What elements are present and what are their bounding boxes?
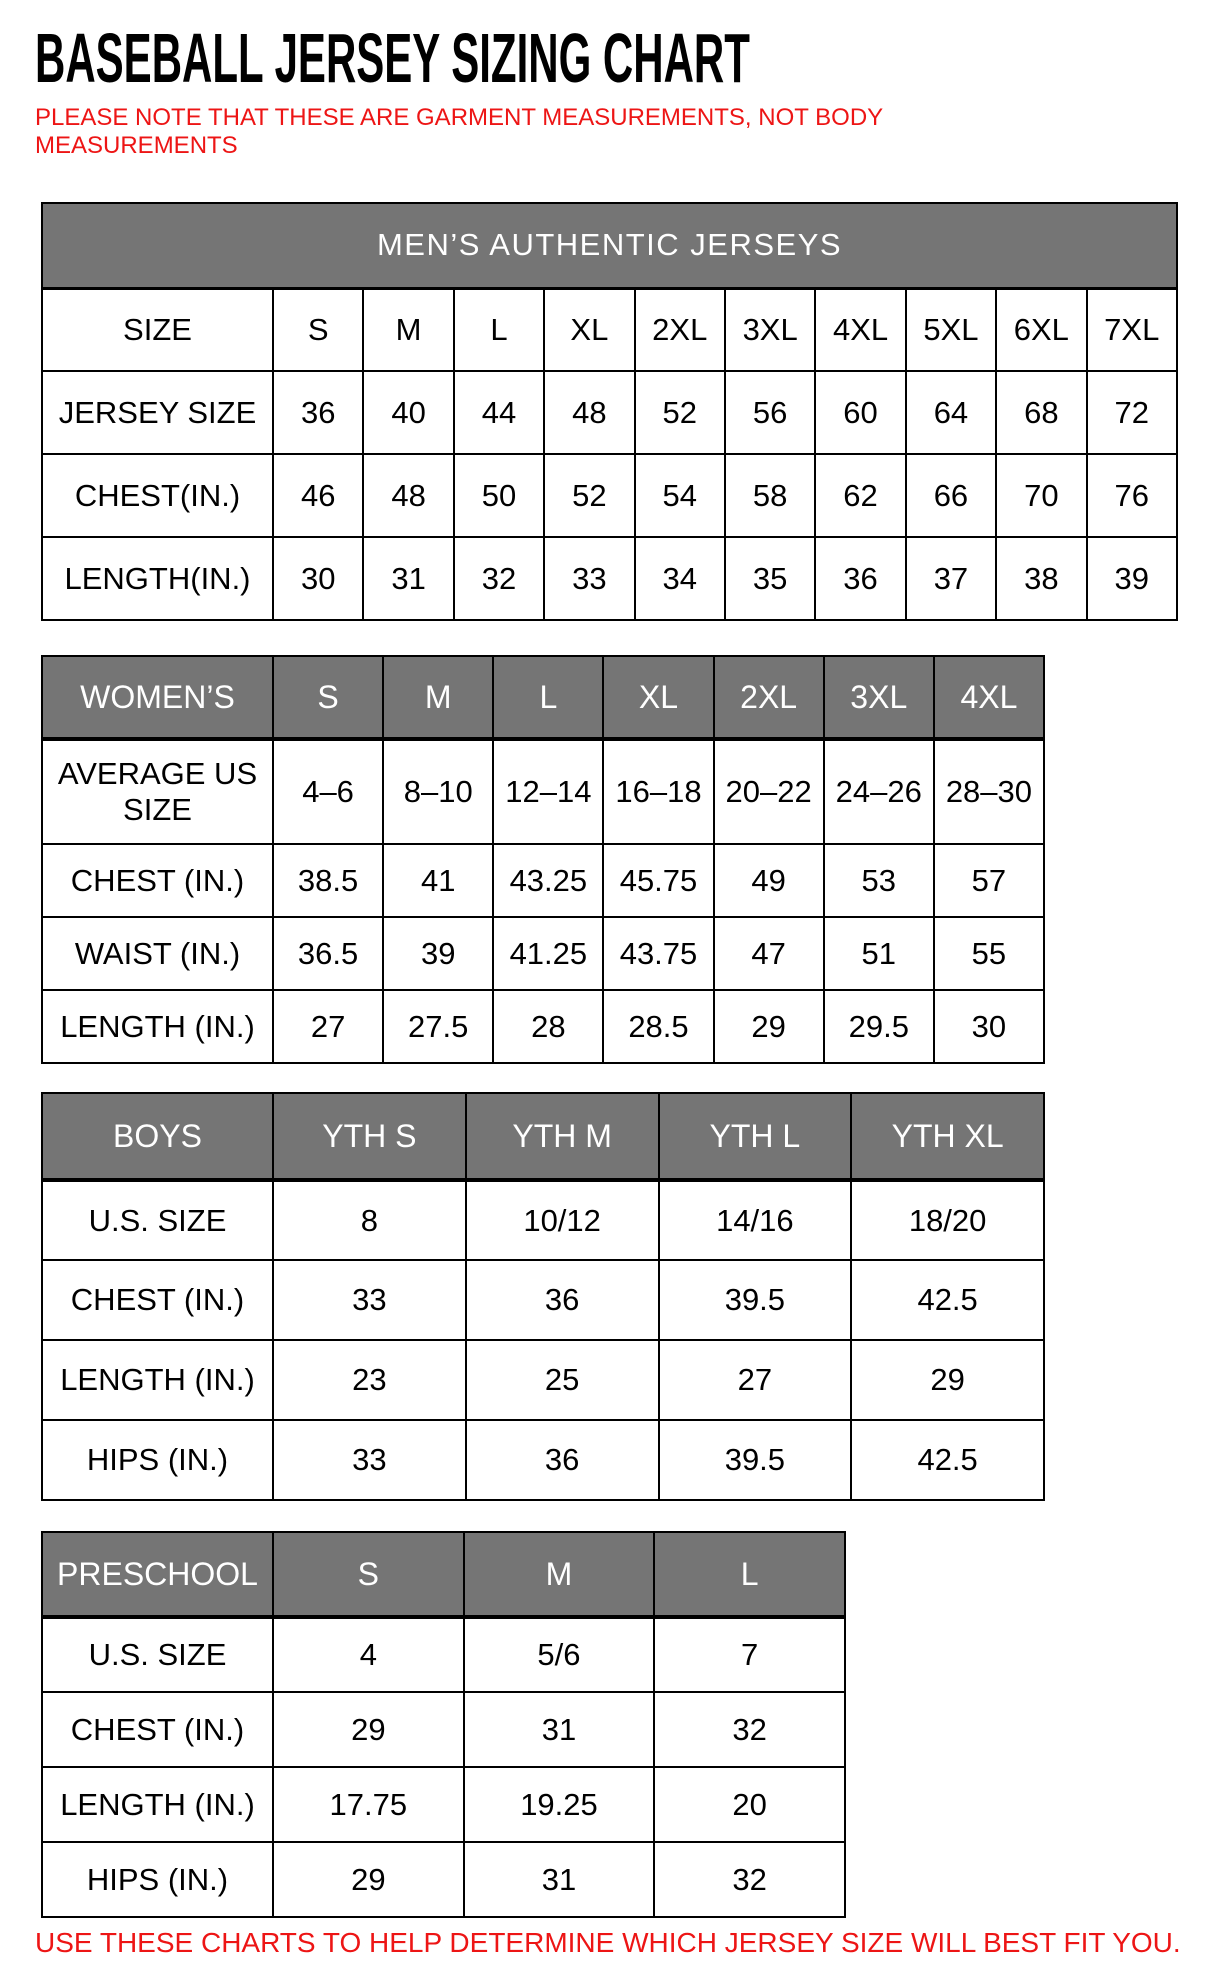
- table-row: [42, 1617, 845, 1692]
- size-value: 24–26: [824, 739, 934, 844]
- row-label: LENGTH (IN.): [42, 1767, 273, 1842]
- size-value: 18/20: [851, 1180, 1044, 1260]
- size-value: 32: [654, 1692, 845, 1767]
- size-value: 10/12: [466, 1180, 659, 1260]
- womens-jerseys-table: [41, 655, 1045, 1064]
- size-value: 29: [851, 1340, 1044, 1420]
- size-value: 20: [654, 1767, 845, 1842]
- size-value: 49: [714, 844, 824, 917]
- table-row: [42, 1180, 1044, 1260]
- size-value: 7: [654, 1617, 845, 1692]
- size-value: 12–14: [493, 739, 603, 844]
- size-value: 28: [493, 990, 603, 1063]
- size-value: 6XL: [996, 288, 1086, 371]
- size-value: 45.75: [603, 844, 713, 917]
- page-title-text: BASEBALL JERSEY SIZING CHART: [35, 19, 750, 97]
- size-value: 32: [654, 1842, 845, 1917]
- size-value: 52: [544, 454, 634, 537]
- row-label: U.S. SIZE: [42, 1617, 273, 1692]
- size-value: 35: [725, 537, 815, 620]
- row-label: SIZE: [42, 288, 273, 371]
- size-value: 42.5: [851, 1420, 1044, 1500]
- size-value: M: [363, 288, 453, 371]
- row-label: U.S. SIZE: [42, 1180, 273, 1260]
- size-value: 58: [725, 454, 815, 537]
- table-row: [42, 844, 1044, 917]
- size-value: 68: [996, 371, 1086, 454]
- size-value: 23: [273, 1340, 466, 1420]
- size-value: 43.25: [493, 844, 603, 917]
- size-value: 33: [544, 537, 634, 620]
- size-value: L: [454, 288, 544, 371]
- size-value: 27: [273, 990, 383, 1063]
- size-value: 39: [383, 917, 493, 990]
- column-header: 2XL: [714, 656, 824, 739]
- column-header: YTH L: [659, 1093, 852, 1180]
- column-header: YTH S: [273, 1093, 466, 1180]
- size-value: 57: [934, 844, 1044, 917]
- size-value: 20–22: [714, 739, 824, 844]
- table-group-label: WOMEN’S: [42, 656, 273, 739]
- row-label: CHEST (IN.): [42, 844, 273, 917]
- row-label: LENGTH (IN.): [42, 990, 273, 1063]
- row-label: CHEST (IN.): [42, 1260, 273, 1340]
- column-header: 3XL: [824, 656, 934, 739]
- size-value: 36.5: [273, 917, 383, 990]
- table-row: [42, 1420, 1044, 1500]
- table-row: [42, 917, 1044, 990]
- size-value: 38.5: [273, 844, 383, 917]
- table-row: [42, 1767, 845, 1842]
- size-value: 16–18: [603, 739, 713, 844]
- row-label: AVERAGE US SIZE: [42, 739, 273, 844]
- size-value: 29: [714, 990, 824, 1063]
- preschool-jerseys-table: [41, 1531, 846, 1918]
- row-label: LENGTH (IN.): [42, 1340, 273, 1420]
- row-label: LENGTH(IN.): [42, 537, 273, 620]
- size-value: 29.5: [824, 990, 934, 1063]
- size-value: 76: [1087, 454, 1177, 537]
- size-value: 34: [635, 537, 725, 620]
- size-value: 27: [659, 1340, 852, 1420]
- size-value: 33: [273, 1420, 466, 1500]
- size-value: 39.5: [659, 1260, 852, 1340]
- mens-authentic-jerseys-table: [41, 202, 1178, 621]
- size-value: S: [273, 288, 363, 371]
- size-value: 36: [273, 371, 363, 454]
- row-label: CHEST (IN.): [42, 1692, 273, 1767]
- table-row: [42, 1260, 1044, 1340]
- size-value: 4XL: [815, 288, 905, 371]
- size-value: 36: [815, 537, 905, 620]
- size-value: 32: [454, 537, 544, 620]
- page-title: [35, 18, 1185, 98]
- size-value: 50: [454, 454, 544, 537]
- table-row: [42, 537, 1177, 620]
- column-header: S: [273, 1532, 464, 1617]
- size-value: 36: [466, 1420, 659, 1500]
- column-header: M: [383, 656, 493, 739]
- size-value: 25: [466, 1340, 659, 1420]
- size-value: 54: [635, 454, 725, 537]
- size-value: 17.75: [273, 1767, 464, 1842]
- size-value: 46: [273, 454, 363, 537]
- size-value: 5/6: [464, 1617, 655, 1692]
- size-value: 31: [464, 1692, 655, 1767]
- table-row: [42, 1340, 1044, 1420]
- size-value: 38: [996, 537, 1086, 620]
- size-value: 52: [635, 371, 725, 454]
- size-value: 53: [824, 844, 934, 917]
- size-value: 33: [273, 1260, 466, 1340]
- size-value: 4: [273, 1617, 464, 1692]
- size-value: 41: [383, 844, 493, 917]
- table-row: [42, 739, 1044, 844]
- column-header: M: [464, 1532, 655, 1617]
- size-value: 55: [934, 917, 1044, 990]
- size-value: 64: [906, 371, 996, 454]
- column-header: L: [654, 1532, 845, 1617]
- size-value: 7XL: [1087, 288, 1177, 371]
- size-value: 40: [363, 371, 453, 454]
- size-value: 42.5: [851, 1260, 1044, 1340]
- size-value: 5XL: [906, 288, 996, 371]
- size-value: 39.5: [659, 1420, 852, 1500]
- row-label: CHEST(IN.): [42, 454, 273, 537]
- table-row: [42, 288, 1177, 371]
- table-group-label: PRESCHOOL: [42, 1532, 273, 1617]
- table-row: [42, 1842, 845, 1917]
- footer-note: USE THESE CHARTS TO HELP DETERMINE WHICH JERSEY SIZE WILL BEST FIT YOU.: [35, 1927, 1181, 1958]
- size-value: 56: [725, 371, 815, 454]
- table-row: [42, 454, 1177, 537]
- size-value: 8: [273, 1180, 466, 1260]
- table-group-label: BOYS: [42, 1093, 273, 1180]
- size-value: 48: [363, 454, 453, 537]
- column-header: L: [493, 656, 603, 739]
- size-value: 47: [714, 917, 824, 990]
- column-header: XL: [603, 656, 713, 739]
- boys-jerseys-table: [41, 1092, 1045, 1501]
- column-header: S: [273, 656, 383, 739]
- column-header: YTH M: [466, 1093, 659, 1180]
- row-label: WAIST (IN.): [42, 917, 273, 990]
- size-value: 70: [996, 454, 1086, 537]
- size-value: 66: [906, 454, 996, 537]
- garment-measurements-note: PLEASE NOTE THAT THESE ARE GARMENT MEASUREMENTS, NOT BODY MEASUREMENTS: [35, 104, 883, 159]
- size-value: XL: [544, 288, 634, 371]
- size-value: 14/16: [659, 1180, 852, 1260]
- size-value: 19.25: [464, 1767, 655, 1842]
- size-value: 62: [815, 454, 905, 537]
- table-row: [42, 990, 1044, 1063]
- size-value: 29: [273, 1692, 464, 1767]
- size-value: 8–10: [383, 739, 493, 844]
- row-label: JERSEY SIZE: [42, 371, 273, 454]
- table-row: [42, 1692, 845, 1767]
- size-value: 51: [824, 917, 934, 990]
- size-value: 30: [273, 537, 363, 620]
- size-value: 27.5: [383, 990, 493, 1063]
- size-value: 28.5: [603, 990, 713, 1063]
- size-value: 39: [1087, 537, 1177, 620]
- size-value: 37: [906, 537, 996, 620]
- table-row: [42, 371, 1177, 454]
- size-value: 29: [273, 1842, 464, 1917]
- size-value: 2XL: [635, 288, 725, 371]
- column-header: YTH XL: [851, 1093, 1044, 1180]
- row-label: HIPS (IN.): [42, 1420, 273, 1500]
- size-value: 36: [466, 1260, 659, 1340]
- size-value: 48: [544, 371, 634, 454]
- size-value: 28–30: [934, 739, 1044, 844]
- table-banner: MEN’S AUTHENTIC JERSEYS: [42, 203, 1177, 288]
- size-value: 44: [454, 371, 544, 454]
- size-value: 31: [363, 537, 453, 620]
- size-value: 4–6: [273, 739, 383, 844]
- size-value: 72: [1087, 371, 1177, 454]
- size-value: 31: [464, 1842, 655, 1917]
- size-value: 60: [815, 371, 905, 454]
- size-value: 3XL: [725, 288, 815, 371]
- size-value: 41.25: [493, 917, 603, 990]
- column-header: 4XL: [934, 656, 1044, 739]
- size-value: 30: [934, 990, 1044, 1063]
- row-label: HIPS (IN.): [42, 1842, 273, 1917]
- size-value: 43.75: [603, 917, 713, 990]
